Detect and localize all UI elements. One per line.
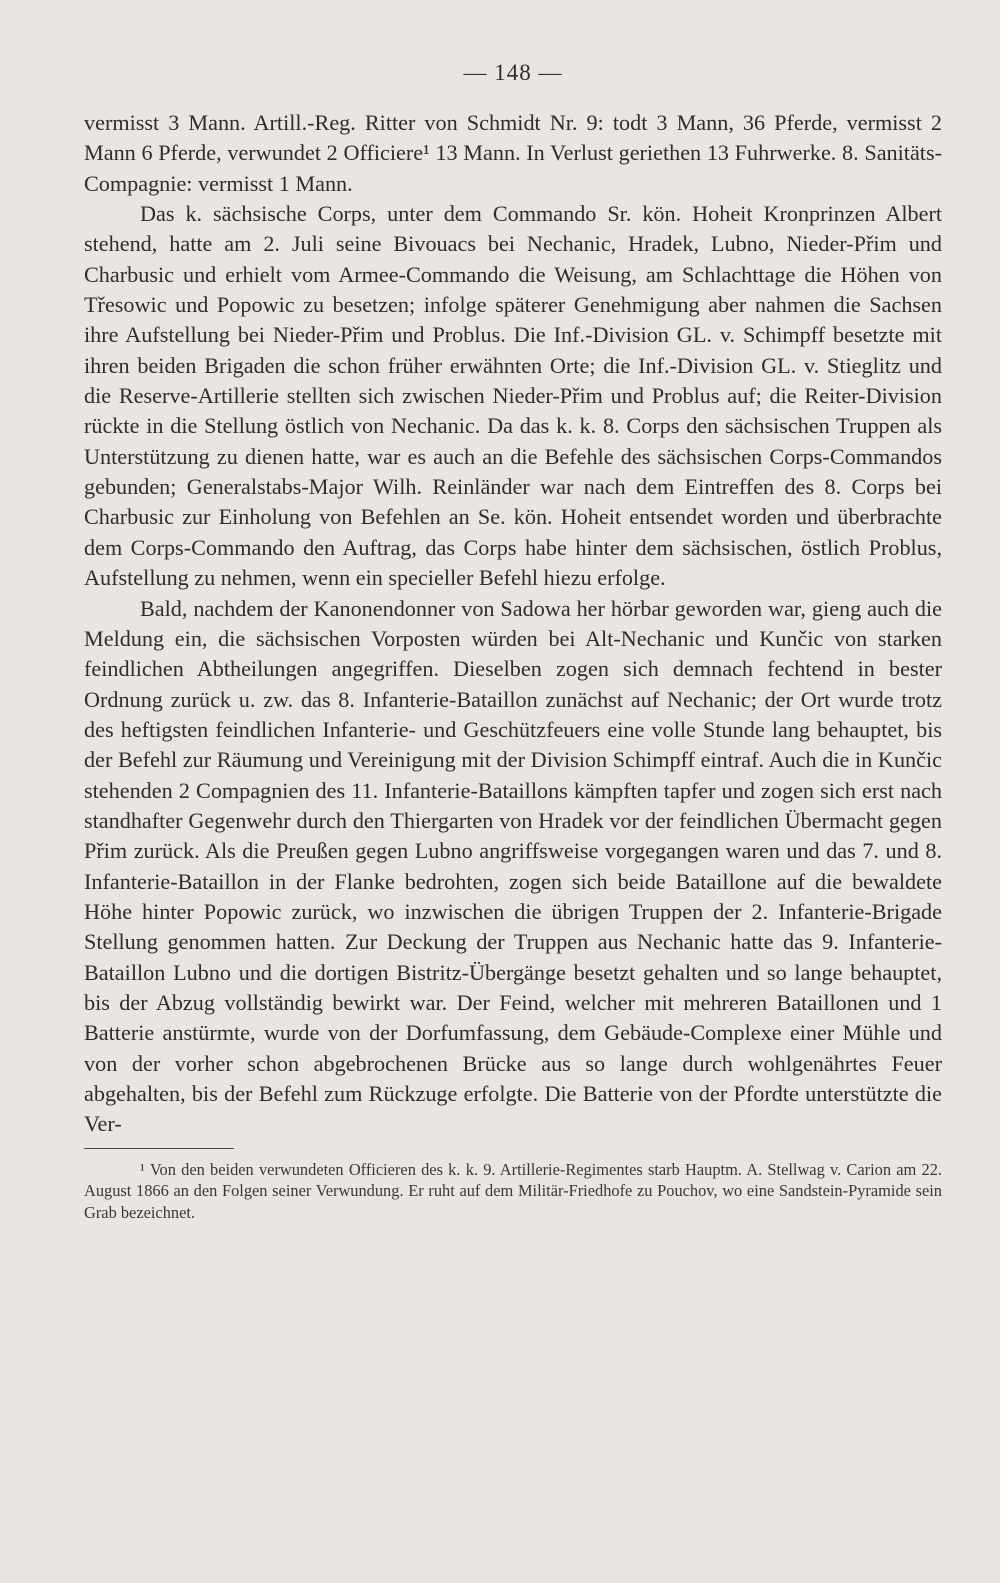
paragraph-continuation: vermisst 3 Mann. Artill.-Reg. Ritter von Schmidt Nr. 9: todt 3 Mann, 36 Pferde, vermisst 2 Mann 6 Pferde, verwundet 2 Officiere¹ 13 Mann. In Verlust geriethen 13 Fuhrwerke. 8. Sanitäts-Compagnie: vermisst 1 Mann.	[84, 110, 942, 196]
paragraph-saxon-corps: Das k. sächsische Corps, unter dem Commando Sr. kön. Hoheit Kronprinzen Albert stehend, hatte am 2. Juli seine Bivouacs bei Nechanic, Hradek, Lubno, Nieder-Přim und Charbusic und erhielt vom Armee-Commando die Weisung, am Schlachttage die Höhen von Třesowic und Popowic zu besetzen; infolge späterer Genehmigung aber nahmen die Sachsen ihre Aufstellung bei Nieder-Přim und Problus. Die Inf.-Division GL. v. Schimpff besetzte mit ihren beiden Brigaden die schon früher erwähnten Orte; die Inf.-Division GL. v. Stieglitz und die Reserve-Artillerie stellten sich zwischen Nieder-Přim und Problus auf; die Reiter-Division rückte in die Stellung östlich von Nechanic. Da das k. k. 8. Corps den sächsischen Truppen als Unterstützung zu dienen hatte, war es auch an die Befehle des sächsischen Corps-Commandos gebunden; Generalstabs-Major Wilh. Reinländer war nach dem Eintreffen des 8. Corps bei Charbusic zur Einholung von Befehlen an Se. kön. Hoheit entsendet worden und überbrachte dem Corps-Commando den Auftrag, das Corps habe hinter dem sächsischen, östlich Problus, Aufstellung zu nehmen, wenn ein specieller Befehl hiezu erfolge.	[84, 201, 942, 591]
footnote-1: ¹ Von den beiden verwundeten Officieren des k. k. 9. Artillerie-Regimentes starb Hauptm. A. Stellwag v. Carion am 22. August 1866 an den Folgen seiner Verwundung. Er ruht auf dem Militär-Friedhofe zu Pouchov, wo eine Sandstein-Pyramide sein Grab bezeichnet.	[84, 1159, 942, 1222]
page-number: — 148 —	[463, 60, 563, 85]
footnote-divider	[84, 1148, 234, 1149]
paragraph-sadowa: Bald, nachdem der Kanonendonner von Sadowa her hörbar geworden war, gieng auch die Meldung ein, die sächsischen Vorposten würden bei Alt-Nechanic und Kunčic von starken feindlichen Abtheilungen angegriffen. Dieselben zogen sich demnach fechtend in bester Ordnung zurück u. zw. das 8. Infanterie-Bataillon zunächst auf Nechanic; der Ort wurde trotz des heftigsten feindlichen Infanterie- und Geschützfeuers eine volle Stunde lang behauptet, bis der Befehl zur Räumung und Vereinigung mit der Division Schimpff eintraf. Auch die in Kunčic stehenden 2 Compagnien des 11. Infanterie-Bataillons kämpften tapfer und zogen sich erst nach standhafter Gegenwehr durch den Thiergarten von Hradek vor der feindlichen Übermacht gegen Přim zurück. Als die Preußen gegen Lubno angriffsweise vorgegangen waren und das 7. und 8. Infanterie-Bataillon in der Flanke bedrohten, zogen sich beide Bataillone auf die bewaldete Höhe hinter Popowic zurück, wo inzwischen die übrigen Truppen der 2. Infanterie-Brigade Stellung genommen hatten. Zur Deckung der Truppen aus Nechanic hatte das 9. Infanterie-Bataillon Lubno und die dortigen Bistritz-Übergänge besetzt gehalten und so lange behauptet, bis der Abzug vollständig bewirkt war. Der Feind, welcher mit mehreren Bataillonen und 1 Batterie anstürmte, wurde von der Dorfumfassung, dem Gebäude-Complexe einer Mühle und von der vorher schon abgebrochenen Brücke aus so lange durch wohlgenährtes Feuer abgehalten, bis der Befehl zum Rückzuge erfolgte. Die Batterie von der Pfordte unterstützte die Ver-	[84, 595, 942, 1137]
footnotes	[84, 1159, 942, 1224]
body-text	[84, 108, 942, 1140]
